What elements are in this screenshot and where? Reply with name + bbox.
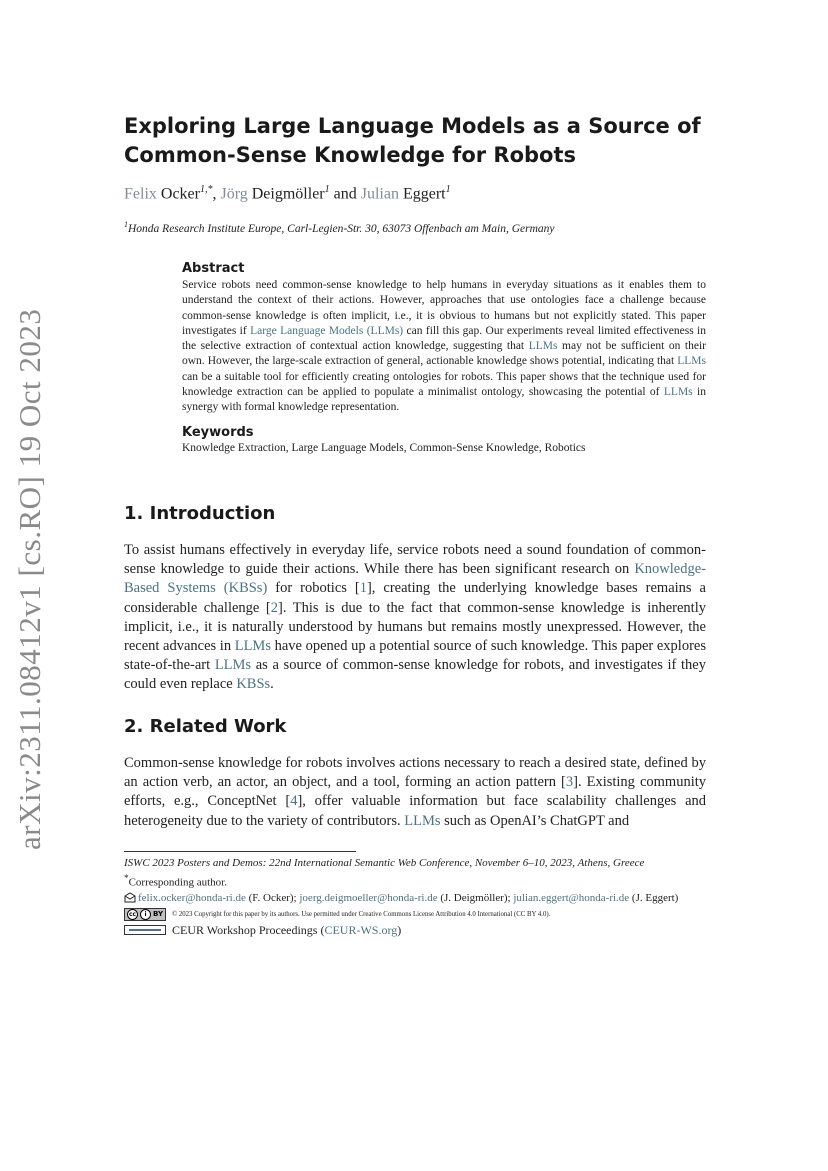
text-segment: as a source of common-sense knowledge for robots, and investigates if they could even replace [124,657,706,693]
corresponding-note [124,871,714,891]
conference-note: ISWC 2023 Posters and Demos: 22nd International Semantic Web Conference, November 6–10, 2023, Athens, Greece [124,857,645,869]
author-affil-mark: 1 [324,184,330,195]
citation-link[interactable]: 3 [565,774,574,791]
affil-mark: 1 [124,220,128,229]
email-owner: (J. Eggert) [629,891,679,904]
acronym-link-llms[interactable]: Large Language Models (LLMs) [250,324,404,337]
text-segment: To assist humans effectively in everyday life, service robots need a sound foundation of common-sense knowledge to guide their actions. While there has been significant research on [124,542,706,578]
footnotes [124,856,714,938]
ceur-logo-icon [124,925,166,935]
ceur-close: ) [397,922,402,937]
author-last-name: Ocker [160,185,200,203]
text-segment: . [270,676,274,693]
text-segment: for robotics [ [267,580,360,597]
citation-link[interactable]: 4 [290,793,298,810]
acronym-link-llms[interactable]: LLMs [663,386,693,399]
text-segment: ], offer valuable information but face scalability challenges and heterogeneity due to the variety of contributors. [124,793,707,829]
ceur-text [172,923,401,938]
text-segment: Common-sense knowledge for robots involves actions necessary to reach a desired state, defined by an action verb, an actor, an object, and a tool, forming an action pattern [ [124,755,706,791]
acronym-link-kbs[interactable]: KBSs [236,676,271,693]
abstract-block [182,261,706,456]
ceur-link[interactable]: CEUR-WS.org [324,922,398,937]
keywords-heading: Keywords [182,424,254,440]
author-separator: and [329,185,361,203]
copyright-text: © 2023 Copyright for this paper by its authors. Use permitted under Creative Commons License Attribution 4.0 International (CC BY 4.0). [172,910,551,918]
text-segment: ]. Existing community efforts, e.g., ConceptNet [ [124,774,707,810]
abstract-heading: Abstract [182,261,245,276]
section-heading-related-work: 2. Related Work [124,716,287,737]
envelope-icon [124,892,136,903]
keywords-text: Knowledge Extraction, Large Language Models, Common-Sense Knowledge, Robotics [182,441,586,454]
related-work-paragraph [124,754,706,831]
email-link[interactable]: julian.eggert@honda-ri.de [513,891,630,904]
email-owner: (J. Deigmöller); [437,891,514,904]
abstract-text [182,278,706,416]
abstract-segment: in synergy with formal knowledge representation. [182,386,706,414]
author-first-name: Julian [360,185,399,203]
author-first-name: Jörg [220,185,248,203]
email-link[interactable]: joerg.deigmoeller@honda-ri.de [299,891,438,904]
email-owner: (F. Ocker); [245,891,300,904]
license-line [124,907,714,922]
text-segment: ], creating the underlying knowledge bases remains a considerable challenge [ [124,580,706,616]
ceur-label: CEUR Workshop Proceedings ( [172,922,325,937]
corresponding-mark: * [124,873,129,883]
introduction-paragraph [124,541,706,695]
text-segment: ]. This is due to the fact that common-sense knowledge is inherently implicit, i.e., it is naturally understood by humans but remains mostly unexpressed. However, the recent advances in [124,599,706,655]
author-affil-mark: 1 [445,184,451,195]
arxiv-side-label: arXiv:2311.08412v1 [cs.RO] 19 Oct 2023 [12,308,47,850]
section-heading-introduction: 1. Introduction [124,503,276,524]
abstract-segment: may not be sufficient on their own. However, the large-scale extraction of general, actionable knowledge shows potential, indicating that [182,340,706,368]
abstract-segment: can fill this gap. Our experiments reveal limited effectiveness in the selective extraction of contextual action knowledge, suggesting that [182,324,707,353]
author-list [124,184,451,203]
acronym-link-llms[interactable]: LLMs [234,638,271,655]
cc-license-icon[interactable]: cc i BY [124,908,166,921]
affiliation [124,220,555,235]
email-line [124,891,714,906]
email-link[interactable]: felix.ocker@honda-ri.de [138,891,246,904]
text-segment: have opened up a potential source of such knowledge. This paper explores state-of-the-art [124,638,706,674]
acronym-link-llms[interactable]: LLMs [528,340,558,353]
author-separator: , [212,185,221,203]
abstract-segment: can be a suitable tool for efficiently creating ontologies for robots. This paper shows that the technique used for knowledge extraction can be applied to populate a minimalist ontology, showcasing the potential of [182,370,706,399]
cc-badge-text: BY [153,909,164,918]
author-last-name: Eggert [402,185,446,203]
text-segment: such as OpenAI’s ChatGPT and [440,812,630,829]
citation-link[interactable]: 1 [359,580,367,597]
affiliation-text: Honda Research Institute Europe, Carl-Legien-Str. 30, 63073 Offenbach am Main, Germany [128,222,555,235]
author-first-name: Felix [124,185,157,203]
footnote-rule [124,851,356,852]
citation-link[interactable]: 2 [270,599,278,616]
paper-title: Exploring Large Language Models as a Source of Common-Sense Knowledge for Robots [124,114,701,167]
acronym-link-llms[interactable]: LLMs [677,355,706,368]
acronym-link-llms[interactable]: LLMs [404,812,441,829]
abstract-segment: Service robots need common-sense knowledge to help humans in everyday situations as it enables them to understand the context of their actions. However, approaches that use ontologies face a challenge because common-sense knowledge is often implicit, i.e., it is obvious to humans but not explicitly stated. This paper investigates if [182,279,706,337]
acronym-link-kbs[interactable]: Knowledge-Based Systems (KBSs) [124,561,706,597]
author-last-name: Deigmöller [251,185,325,203]
ceur-line [124,923,714,938]
corresponding-text: Corresponding author. [128,876,227,889]
acronym-link-llms[interactable]: LLMs [214,657,252,674]
author-affil-mark: 1,* [199,184,213,195]
